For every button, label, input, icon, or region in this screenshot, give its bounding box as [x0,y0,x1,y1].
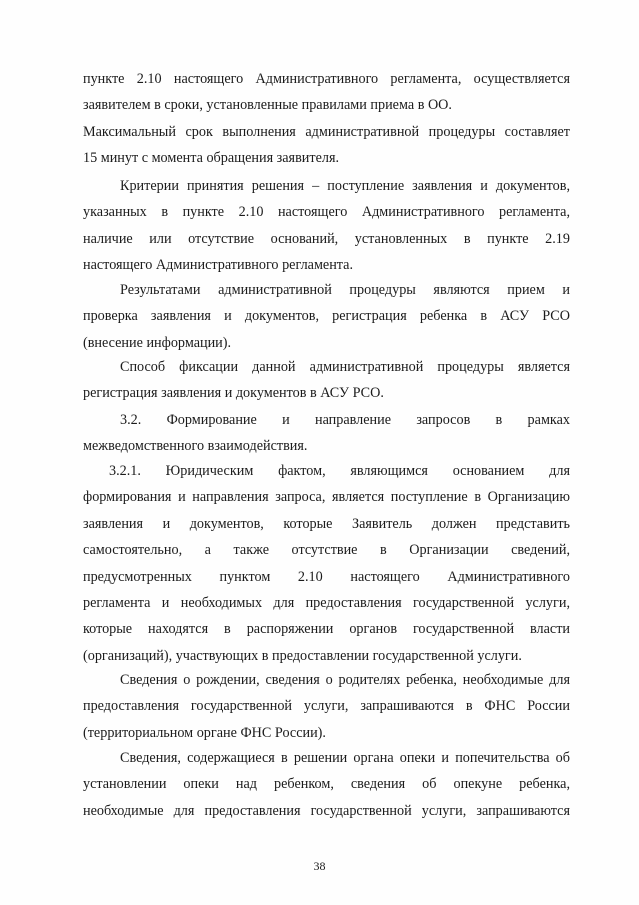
paragraph-decision-criteria [83,173,570,279]
text-line: заявителем в сроки, установленные правилами приема в ОО. [83,97,452,114]
text-line: межведомственного взаимодействия. [83,438,308,455]
text-line: предусмотренных пунктом 2.10 настоящего Административного [83,568,570,585]
text-line: регламента и необходимых для предоставления государственной услуги, [83,595,570,612]
text-line: 3.2.1. Юридическим фактом, являющимся основанием для [109,463,570,479]
text-line: (организаций), участвующих в предоставлении государственной услуги. [83,647,522,664]
text-line: регистрация заявления и документов в АСУ РСО. [83,385,384,402]
text-line: установлении опеки над ребенком, сведения об опекуне ребенка, [83,776,570,793]
text-line: проверка заявления и документов, регистрация ребенка в АСУ РСО [83,308,570,325]
text-line: 3.2. Формирование и направление запросов в рамках [120,412,570,428]
text-line: Результатами административной процедуры являются прием и [120,282,570,298]
paragraph-guardianship-records [83,745,570,824]
page-number: 38 [313,859,326,873]
paragraph-birth-records [83,667,570,746]
section-heading-3-2 [83,407,570,460]
paragraph-procedure-results [83,277,570,356]
text-line: (территориальном органе ФНС России). [83,724,326,741]
text-line: которые находятся в распоряжении органов государственной власти [83,621,570,638]
text-line: (внесение информации). [83,334,232,351]
text-line: заявления и документов, которые Заявитель должен представить [83,515,570,532]
text-line: необходимые для предоставления государственной услуги, запрашиваются [83,802,570,819]
text-line: 15 минут с момента обращения заявителя. [83,150,340,167]
paragraph-fixation-method [83,354,570,407]
text-line: предоставления государственной услуги, запрашиваются в ФНС России [83,698,570,715]
paragraph-submission-terms [83,66,570,119]
text-line: Способ фиксации данной административной процедуры является [120,359,570,375]
text-line: Максимальный срок выполнения административной процедуры составляет [83,124,570,140]
text-line: наличие или отсутствие оснований, установленных в пункте 2.19 [83,230,570,247]
paragraph-3-2-1 [83,458,570,669]
text-line: Критерии принятия решения – поступление заявления и документов, [120,178,570,194]
text-line: указанных в пункте 2.10 настоящего Административного регламента, [83,204,570,221]
text-line: настоящего Административного регламента. [83,257,354,274]
text-line: формирования и направления запроса, является поступление в Организацию [83,489,570,506]
text-line: Сведения, содержащиеся в решении органа опеки и попечительства об [120,750,570,766]
text-line: Сведения о рождении, сведения о родителях ребенка, необходимые для [120,672,570,688]
text-line: пункте 2.10 настоящего Административного регламента, осуществляется [83,71,570,87]
text-line: самостоятельно, а также отсутствие в Организации сведений, [83,542,570,559]
paragraph-max-duration [83,119,570,172]
